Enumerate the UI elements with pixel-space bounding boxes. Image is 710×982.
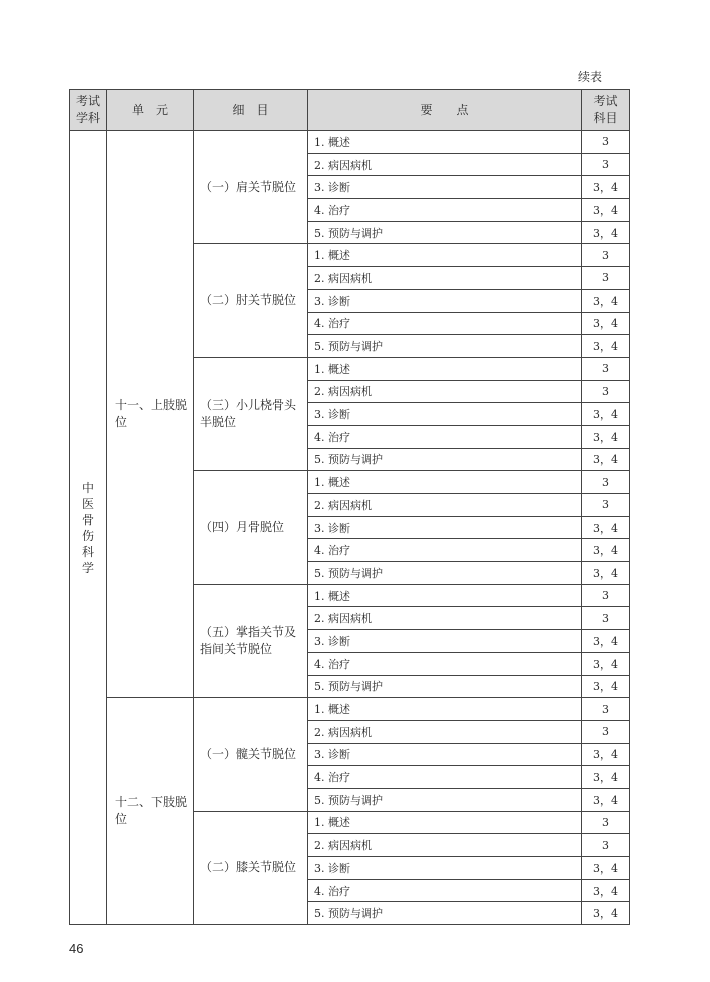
level-cell: 3 xyxy=(582,584,630,607)
point-cell: 2. 病因病机 xyxy=(308,267,582,290)
point-cell: 3. 诊断 xyxy=(308,516,582,539)
table-row xyxy=(70,698,630,721)
level-cell: 3，4 xyxy=(582,857,630,880)
unit-cell: 十二、下肢脱位 xyxy=(107,698,194,925)
point-cell: 2. 病因病机 xyxy=(308,834,582,857)
point-cell: 5. 预防与调护 xyxy=(308,335,582,358)
point-cell: 5. 预防与调护 xyxy=(308,448,582,471)
point-cell: 1. 概述 xyxy=(308,244,582,267)
level-cell: 3，4 xyxy=(582,630,630,653)
point-cell: 3. 诊断 xyxy=(308,289,582,312)
point-cell: 1. 概述 xyxy=(308,131,582,154)
level-cell: 3，4 xyxy=(582,652,630,675)
point-cell: 1. 概述 xyxy=(308,811,582,834)
level-cell: 3，4 xyxy=(582,788,630,811)
point-cell: 4. 治疗 xyxy=(308,652,582,675)
level-cell: 3，4 xyxy=(582,743,630,766)
level-cell: 3，4 xyxy=(582,675,630,698)
detail-cell: （二）肘关节脱位 xyxy=(194,244,308,357)
level-cell: 3，4 xyxy=(582,766,630,789)
level-cell: 3，4 xyxy=(582,448,630,471)
level-cell: 3 xyxy=(582,153,630,176)
point-cell: 5. 预防与调护 xyxy=(308,562,582,585)
point-cell: 2. 病因病机 xyxy=(308,607,582,630)
level-cell: 3 xyxy=(582,811,630,834)
table-body xyxy=(70,131,630,925)
level-cell: 3 xyxy=(582,607,630,630)
level-cell: 3，4 xyxy=(582,879,630,902)
level-cell: 3，4 xyxy=(582,403,630,426)
level-cell: 3，4 xyxy=(582,516,630,539)
point-cell: 5. 预防与调护 xyxy=(308,221,582,244)
detail-cell: （一）髋关节脱位 xyxy=(194,698,308,811)
point-cell: 4. 治疗 xyxy=(308,199,582,222)
detail-cell: （五）掌指关节及指间关节脱位 xyxy=(194,584,308,697)
level-cell: 3 xyxy=(582,357,630,380)
point-cell: 4. 治疗 xyxy=(308,425,582,448)
point-cell: 3. 诊断 xyxy=(308,743,582,766)
point-cell: 3. 诊断 xyxy=(308,403,582,426)
subject-name: 中医骨伤科学 xyxy=(81,480,94,575)
point-cell: 4. 治疗 xyxy=(308,766,582,789)
level-cell: 3，4 xyxy=(582,562,630,585)
detail-cell: （一）肩关节脱位 xyxy=(194,131,308,244)
continued-label: 续表 xyxy=(578,70,603,84)
level-cell: 3，4 xyxy=(582,176,630,199)
point-cell: 2. 病因病机 xyxy=(308,153,582,176)
level-cell: 3 xyxy=(582,494,630,517)
point-cell: 3. 诊断 xyxy=(308,176,582,199)
detail-cell: （三）小儿桡骨头半脱位 xyxy=(194,357,308,470)
table-row xyxy=(70,131,630,154)
point-cell: 2. 病因病机 xyxy=(308,494,582,517)
level-cell: 3，4 xyxy=(582,221,630,244)
point-cell: 1. 概述 xyxy=(308,698,582,721)
point-cell: 2. 病因病机 xyxy=(308,720,582,743)
point-cell: 2. 病因病机 xyxy=(308,380,582,403)
header-level: 考试科目 xyxy=(582,90,630,131)
header-subject: 考试学科 xyxy=(70,90,107,131)
level-cell: 3，4 xyxy=(582,335,630,358)
header-points: 要 点 xyxy=(308,90,582,131)
point-cell: 1. 概述 xyxy=(308,584,582,607)
header-unit: 单 元 xyxy=(107,90,194,131)
detail-cell: （二）膝关节脱位 xyxy=(194,811,308,924)
detail-cell: （四）月骨脱位 xyxy=(194,471,308,584)
level-cell: 3 xyxy=(582,131,630,154)
level-cell: 3 xyxy=(582,471,630,494)
subject-cell xyxy=(70,131,107,925)
point-cell: 1. 概述 xyxy=(308,471,582,494)
level-cell: 3，4 xyxy=(582,199,630,222)
level-cell: 3 xyxy=(582,244,630,267)
unit-cell: 十一、上肢脱位 xyxy=(107,131,194,698)
syllabus-table xyxy=(69,89,630,925)
point-cell: 5. 预防与调护 xyxy=(308,675,582,698)
level-cell: 3，4 xyxy=(582,902,630,925)
level-cell: 3 xyxy=(582,834,630,857)
header-detail: 细 目 xyxy=(194,90,308,131)
level-cell: 3，4 xyxy=(582,312,630,335)
level-cell: 3 xyxy=(582,698,630,721)
level-cell: 3，4 xyxy=(582,425,630,448)
page-number: 46 xyxy=(69,941,84,956)
point-cell: 1. 概述 xyxy=(308,357,582,380)
point-cell: 4. 治疗 xyxy=(308,539,582,562)
point-cell: 5. 预防与调护 xyxy=(308,902,582,925)
point-cell: 3. 诊断 xyxy=(308,857,582,880)
point-cell: 4. 治疗 xyxy=(308,312,582,335)
level-cell: 3 xyxy=(582,267,630,290)
level-cell: 3，4 xyxy=(582,289,630,312)
level-cell: 3 xyxy=(582,720,630,743)
level-cell: 3 xyxy=(582,380,630,403)
point-cell: 3. 诊断 xyxy=(308,630,582,653)
level-cell: 3，4 xyxy=(582,539,630,562)
point-cell: 5. 预防与调护 xyxy=(308,788,582,811)
header-row xyxy=(70,90,630,131)
point-cell: 4. 治疗 xyxy=(308,879,582,902)
